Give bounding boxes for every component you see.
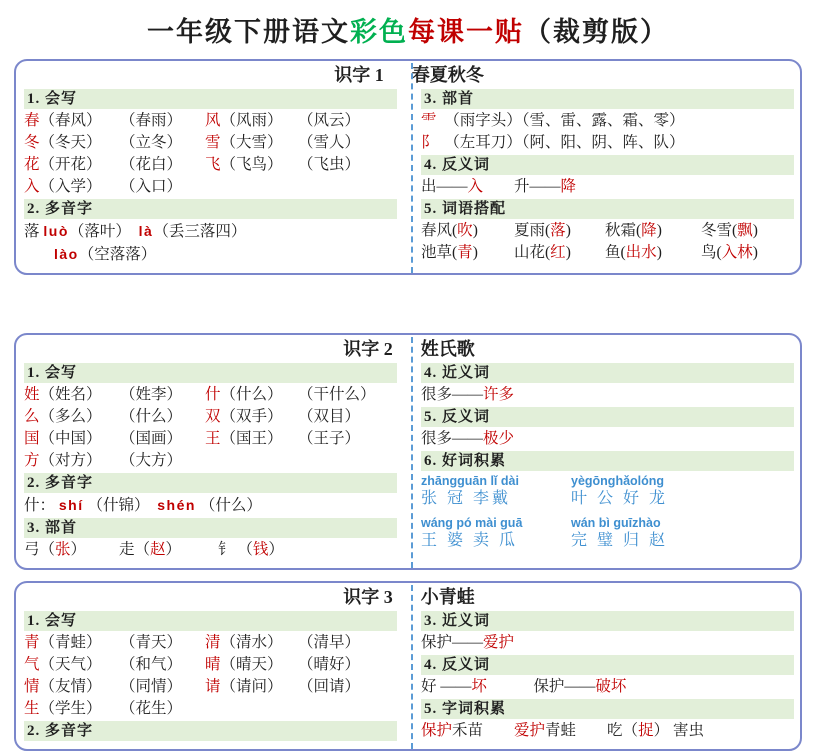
text-segment: 风 (205, 112, 221, 129)
text-segment: （左耳刀）（阿、阳、阴、阵、队） (436, 134, 685, 151)
text-segment: （青天） (120, 634, 183, 651)
entry (120, 384, 205, 406)
text-segment: （和气） (120, 656, 183, 673)
content-row (24, 243, 397, 266)
entry (205, 406, 298, 428)
text-segment: （冬天） (39, 134, 102, 151)
text-segment: 冬 (24, 134, 40, 151)
entry (298, 154, 397, 176)
text-segment: ） (70, 541, 87, 558)
section (421, 363, 794, 406)
column-right (409, 88, 794, 266)
text-segment: （对方） (39, 452, 102, 469)
text-segment: 鸟( (701, 244, 722, 261)
text-segment: （开花） (39, 156, 102, 173)
column-right (409, 362, 794, 561)
text-segment: （姓名） (39, 386, 102, 403)
text-segment: 赵 (150, 541, 166, 558)
text-segment: 飘 (737, 222, 753, 239)
entry (24, 654, 120, 676)
text-segment: （飞鸟） (220, 156, 283, 173)
text-segment: （清早） (298, 634, 361, 651)
entry (421, 220, 514, 242)
column-left (24, 88, 409, 266)
idiom-characters: 叶 公 好 龙 (571, 490, 669, 507)
text-segment: 落 (550, 222, 566, 239)
section (24, 721, 397, 741)
entry (514, 242, 605, 264)
text-segment: 彩色 (350, 17, 408, 47)
text-segment: （风雨） (220, 112, 283, 129)
text-segment: 降 (560, 178, 577, 195)
section-label: 3. 近义词 (421, 611, 794, 631)
text-segment: 爱护 (514, 722, 546, 739)
text-segment: 么 (24, 408, 40, 425)
card-number: 识字 3 (343, 587, 393, 607)
section (421, 699, 794, 742)
text-segment: 捉 (638, 722, 654, 739)
text-segment: ) (656, 244, 662, 261)
entry (205, 154, 298, 176)
entry (205, 450, 298, 472)
text-segment: （干什么） (298, 386, 376, 403)
text-segment: （姓李） (120, 386, 183, 403)
idiom (421, 516, 571, 551)
entry (205, 110, 298, 132)
section (24, 473, 397, 517)
entry (120, 654, 205, 676)
text-segment: （什么） (220, 386, 283, 403)
text-segment: 降 (641, 222, 657, 239)
entry (218, 539, 397, 561)
text-segment: 春风( (421, 222, 458, 239)
entry (120, 450, 205, 472)
idiom (571, 474, 794, 509)
card-columns (24, 88, 794, 266)
text-segment: （雨字头）（雪、雷、露、霜、零） (436, 112, 685, 129)
text-segment: 入林 (721, 244, 753, 261)
text-segment: 青 (24, 634, 40, 651)
text-segment: 请 (205, 678, 221, 695)
text-segment: 晴 (205, 656, 221, 673)
section-label: 1. 会写 (24, 363, 397, 383)
text-segment: 清 (205, 634, 221, 651)
text-segment: 雪 (205, 134, 221, 151)
entry (120, 632, 205, 654)
entry (24, 428, 120, 450)
text-segment: ) (472, 222, 478, 239)
entry (298, 698, 397, 720)
text-segment: 阝 (421, 134, 437, 151)
text-segment: 保护—— (421, 634, 484, 651)
text-segment: （丢三落四） (153, 223, 247, 240)
text-segment: 生 (24, 700, 40, 717)
text-segment: 落 (24, 223, 44, 240)
text-segment: 很多—— (421, 386, 484, 403)
entry (205, 632, 298, 654)
text-segment: （国画） (120, 430, 183, 447)
section-label: 2. 多音字 (24, 199, 397, 219)
card-title: 姓氏歌 (420, 339, 475, 359)
content-row (421, 428, 794, 450)
entry (205, 428, 298, 450)
content-row (421, 676, 794, 698)
text-segment: shí (58, 497, 84, 513)
text-segment: （双手） (220, 408, 283, 425)
text-segment: 吹 (457, 222, 473, 239)
text-segment: 气 (24, 656, 40, 673)
text-segment: 每课一贴 (408, 17, 524, 47)
entry (298, 406, 397, 428)
text-segment: 鱼( (605, 244, 626, 261)
content-row (24, 428, 397, 450)
content-row (24, 676, 397, 698)
text-segment: 好 —— (421, 678, 472, 695)
text-segment: （春雨） (120, 112, 183, 129)
text-segment: （同情） (120, 678, 183, 695)
text-segment: 冬雪( (701, 222, 738, 239)
content-row (24, 110, 397, 132)
page (0, 14, 816, 751)
section (421, 199, 794, 264)
text-segment: （青蛙） (39, 634, 102, 651)
text-segment: ） (165, 541, 182, 558)
entry (514, 220, 605, 242)
section-label: 4. 近义词 (421, 363, 794, 383)
column-left (24, 362, 409, 561)
entry (24, 154, 120, 176)
text-segment: （清水） (220, 634, 283, 651)
entry (421, 242, 514, 264)
text-segment: （天气） (39, 656, 102, 673)
section-label: 3. 部首 (24, 518, 397, 538)
text-segment: 花 (24, 156, 40, 173)
idiom (421, 474, 571, 509)
text-segment: 走（ (119, 541, 151, 558)
text-segment: 姓 (24, 386, 40, 403)
content-row (24, 632, 397, 654)
text-segment: （王子） (298, 430, 361, 447)
text-segment: 弓（ (24, 541, 56, 558)
entry (120, 428, 205, 450)
section-label: 5. 反义词 (421, 407, 794, 427)
entry (298, 450, 397, 472)
idiom-characters: 张 冠 李戴 (421, 490, 512, 507)
text-segment: （风云） (298, 112, 361, 129)
idiom-characters: 王 婆 卖 瓜 (421, 532, 519, 549)
content-row (24, 654, 397, 676)
entry (24, 539, 119, 561)
entry (24, 676, 120, 698)
card-header (24, 585, 794, 610)
text-segment: （请问） (220, 678, 283, 695)
cards (0, 59, 816, 751)
text-segment: （花生） (120, 700, 183, 717)
text-segment: 出水 (625, 244, 657, 261)
text-segment: （国王） (220, 430, 283, 447)
entry (205, 698, 298, 720)
text-segment: 双 (205, 408, 221, 425)
text-segment: （晴好） (298, 656, 361, 673)
text-segment: ） 害虫 (653, 722, 704, 739)
text-segment: （双目） (298, 408, 361, 425)
section (24, 611, 397, 720)
content-row (421, 176, 794, 198)
idiom (571, 516, 794, 551)
text-segment: 什 (205, 386, 221, 403)
column-left (24, 610, 409, 742)
text-segment: 出—— (421, 178, 468, 195)
text-segment: luò (43, 223, 69, 239)
text-segment: （回请） (298, 678, 361, 695)
text-segment: ） (268, 541, 284, 558)
content-row (421, 632, 794, 654)
entry (24, 176, 120, 198)
entry (205, 176, 298, 198)
content-row (24, 220, 397, 243)
entry (205, 384, 298, 406)
entry (298, 676, 397, 698)
entry (120, 132, 205, 154)
lesson-card (14, 581, 802, 751)
entry (24, 132, 120, 154)
lesson-card (14, 59, 802, 275)
section (421, 451, 794, 551)
entry (298, 428, 397, 450)
entry (298, 176, 397, 198)
text-segment: 升—— (483, 178, 561, 195)
text-segment: 入 (467, 178, 484, 195)
content-row (24, 494, 397, 517)
text-segment: 飞 (205, 156, 221, 173)
idiom-pinyin: wáng pó mài guā (421, 516, 523, 530)
content-row (421, 720, 794, 742)
text-segment: shén (157, 497, 196, 513)
text-segment: （什么） (120, 408, 183, 425)
section-label: 3. 部首 (421, 89, 794, 109)
entry (120, 176, 205, 198)
idiom-pinyin: wán bì guīzhào (571, 516, 661, 530)
text-segment: 钅 （ (218, 541, 253, 558)
entry (298, 132, 397, 154)
card-number: 识字 2 (343, 339, 393, 359)
text-segment: 极少 (483, 430, 515, 447)
text-segment: 破坏 (595, 678, 627, 695)
entry (120, 406, 205, 428)
card-columns (24, 362, 794, 561)
content-row (24, 154, 397, 176)
section (24, 199, 397, 266)
section (421, 89, 794, 154)
entry (605, 220, 701, 242)
text-segment: 爱护 (483, 634, 515, 651)
entry (205, 132, 298, 154)
content-row (421, 384, 794, 406)
section (421, 155, 794, 198)
text-segment: （大方） (120, 452, 183, 469)
text-segment: 春 (24, 112, 40, 129)
entry (605, 242, 701, 264)
entry (701, 242, 794, 264)
section-label: 1. 会写 (24, 611, 397, 631)
text-segment: （春风） (39, 112, 102, 129)
entry (120, 676, 205, 698)
text-segment: （空落落） (78, 246, 157, 263)
entry (205, 676, 298, 698)
section (421, 655, 794, 698)
entry (298, 632, 397, 654)
text-segment: lào (54, 246, 79, 262)
text-segment: 入 (24, 178, 40, 195)
content-row (24, 539, 397, 561)
text-segment: （什锦） (83, 497, 158, 514)
text-segment: ) (565, 244, 571, 261)
text-segment: 张 (55, 541, 71, 558)
text-segment: （中国） (39, 430, 102, 447)
section (24, 89, 397, 198)
page-title (0, 14, 816, 50)
text-segment: （落叶） (68, 223, 139, 240)
text-segment: 青蛙 吃（ (545, 722, 639, 739)
section (421, 407, 794, 450)
entry (24, 384, 120, 406)
idiom-row (421, 474, 794, 509)
text-segment: 王 (205, 430, 221, 447)
entry (24, 632, 120, 654)
text-segment: 坏 (471, 678, 487, 695)
entry (298, 110, 397, 132)
content-row (421, 242, 794, 264)
content-row (24, 176, 397, 198)
text-segment: ) (472, 244, 478, 261)
text-segment: 池草( (421, 244, 458, 261)
text-segment: ) (752, 222, 758, 239)
section-label: 5. 词语搭配 (421, 199, 794, 219)
card-title: 小青蛙 (420, 587, 475, 607)
entry (119, 539, 218, 561)
text-segment: （裁剪版） (524, 17, 669, 47)
card-header (24, 337, 794, 362)
content-row (421, 110, 794, 132)
entry (24, 450, 120, 472)
text-segment: 国 (24, 430, 40, 447)
text-segment: 秋霜( (605, 222, 642, 239)
entry (24, 406, 120, 428)
text-segment: 保护—— (486, 678, 596, 695)
text-segment: （什么） (195, 497, 262, 514)
text-segment: 许多 (483, 386, 515, 403)
card-header (24, 63, 794, 88)
section-label: 6. 好词积累 (421, 451, 794, 471)
content-row (24, 450, 397, 472)
text-segment: 禾苗 (452, 722, 515, 739)
text-segment: 山花( (514, 244, 551, 261)
text-segment: ⻗ (421, 112, 437, 129)
text-segment: 什： (24, 497, 59, 514)
card-number: 识字 1 (334, 65, 384, 85)
text-segment: （雪人） (298, 134, 361, 151)
text-segment: （多么） (39, 408, 102, 425)
text-segment: 情 (24, 678, 40, 695)
entry (24, 110, 120, 132)
text-segment: ) (656, 222, 662, 239)
text-segment: ) (752, 244, 758, 261)
section-label: 2. 多音字 (24, 473, 397, 493)
idiom-pinyin: yègōnghǎolóng (571, 474, 665, 488)
text-segment: 夏雨( (514, 222, 551, 239)
section-label: 1. 会写 (24, 89, 397, 109)
text-segment: （学生） (39, 700, 102, 717)
text-segment: （入口） (120, 178, 183, 195)
card-title: 春夏秋冬 (411, 65, 484, 85)
text-segment: （立冬） (120, 134, 183, 151)
content-row (24, 132, 397, 154)
text-segment: 保护 (421, 722, 453, 739)
entry (298, 384, 397, 406)
text-segment: 钱 (252, 541, 269, 558)
text-segment: 很多—— (421, 430, 484, 447)
column-right (409, 610, 794, 742)
section-label: 4. 反义词 (421, 655, 794, 675)
entry (205, 654, 298, 676)
section (421, 611, 794, 654)
section-label: 5. 字词积累 (421, 699, 794, 719)
section-label: 4. 反义词 (421, 155, 794, 175)
text-segment: （花白） (120, 156, 183, 173)
idiom-characters: 完 璧 归 赵 (571, 532, 669, 549)
section-label: 2. 多音字 (24, 721, 397, 741)
entry (120, 154, 205, 176)
text-segment: là (138, 223, 154, 239)
content-row (421, 132, 794, 154)
content-row (421, 220, 794, 242)
text-segment: 青 (457, 244, 473, 261)
text-segment: （大雪） (220, 134, 283, 151)
lesson-card (14, 333, 802, 570)
text-segment: （友情） (39, 678, 102, 695)
entry (24, 698, 120, 720)
idiom-pinyin: zhāngguān lǐ dài (421, 474, 519, 488)
entry (701, 220, 794, 242)
section (24, 518, 397, 561)
text-segment: ) (565, 222, 571, 239)
idiom-row (421, 516, 794, 551)
text-segment: （飞虫） (298, 156, 361, 173)
entry (120, 698, 205, 720)
section (24, 363, 397, 472)
content-row (24, 698, 397, 720)
content-row (24, 384, 397, 406)
card-columns (24, 610, 794, 742)
text-segment: （晴天） (220, 656, 283, 673)
text-segment: 红 (550, 244, 566, 261)
text-segment: 一年级下册语文 (147, 17, 350, 47)
text-segment: （入学） (39, 178, 102, 195)
entry (298, 654, 397, 676)
text-segment: 方 (24, 452, 40, 469)
content-row (24, 406, 397, 428)
entry (120, 110, 205, 132)
